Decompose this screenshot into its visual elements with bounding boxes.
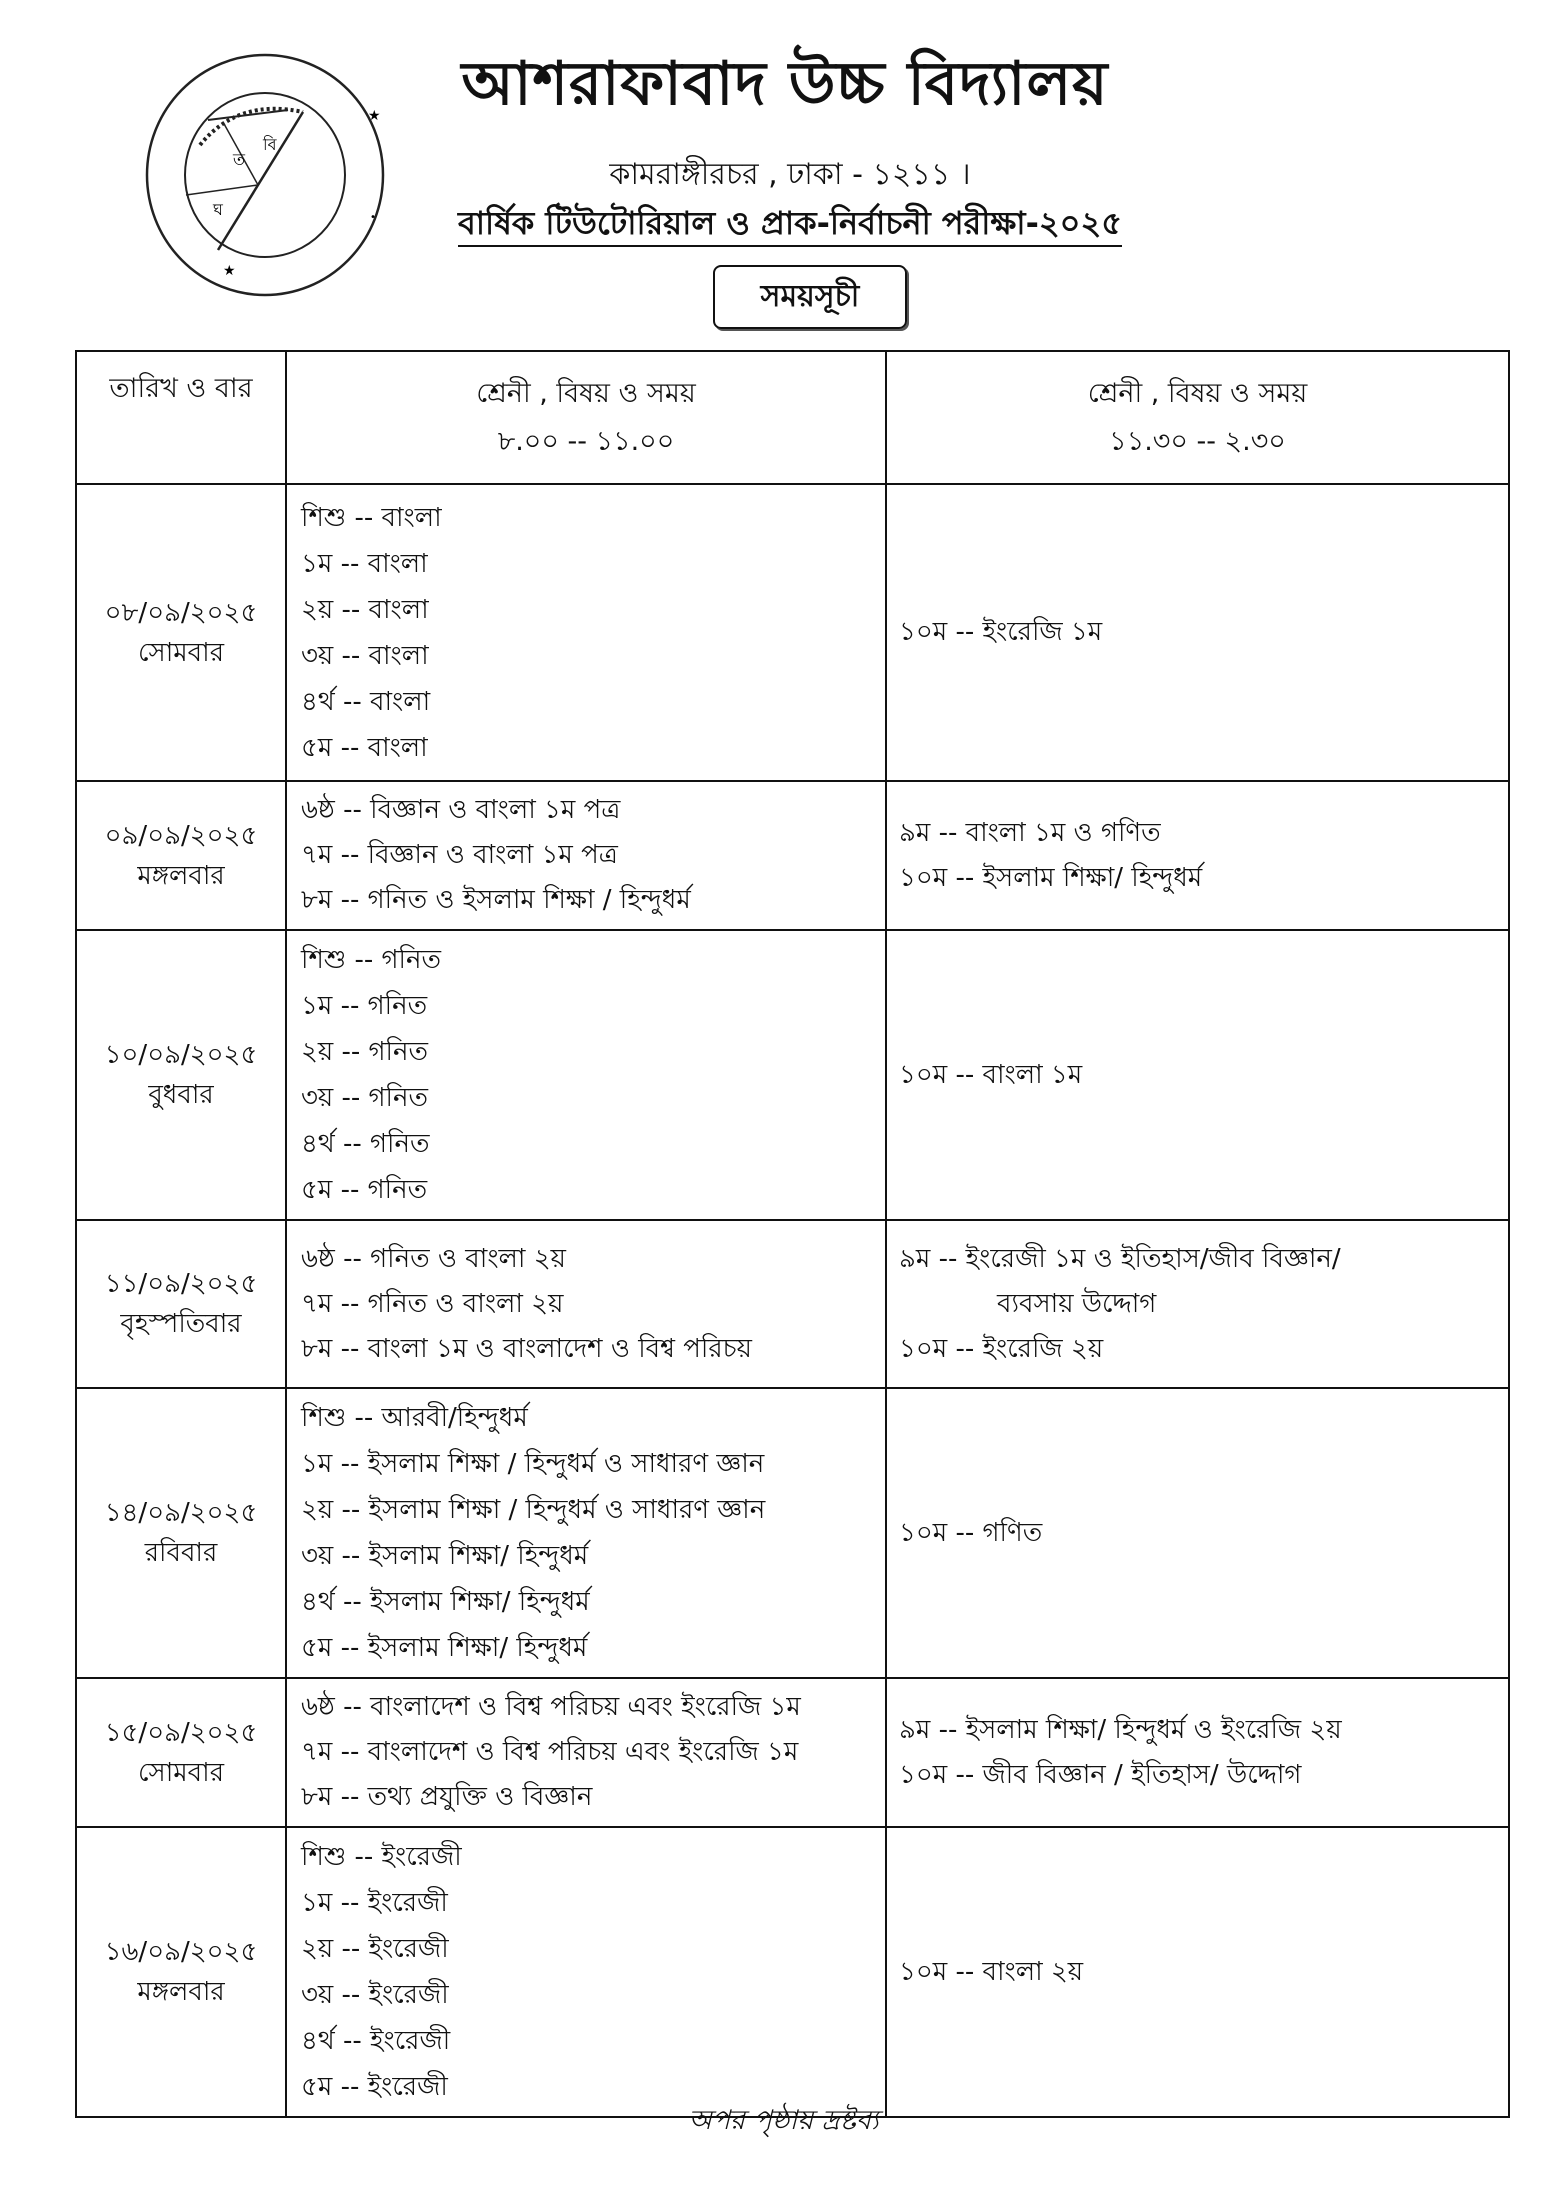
slot1-entry: ৬ষ্ঠ -- গনিত ও বাংলা ২য় [301, 1243, 566, 1274]
slot1-entry: শিশু -- বাংলা [301, 502, 442, 533]
slot2-entry: ১০ম -- বাংলা ২য় [899, 1956, 1084, 1987]
slot2-cell [886, 781, 1509, 930]
slot1-entry: ৬ষ্ঠ -- বিজ্ঞান ও বাংলা ১ম পত্র [301, 795, 621, 825]
slot1-entry: ১ম -- ইংরেজী [301, 1888, 448, 1918]
slot1-cell [286, 930, 886, 1220]
slot1-cell [286, 781, 886, 930]
svg-text:বি: বি [263, 135, 277, 154]
date-cell [76, 1388, 286, 1678]
slot2-entry: ৯ম -- বাংলা ১ম ও গণিত [899, 817, 1161, 848]
slot1-entry: ৬ষ্ঠ -- বাংলাদেশ ও বিশ্ব পরিচয় এবং ইংরেজি ১ম [301, 1692, 801, 1722]
svg-text:★: ★ [223, 263, 236, 279]
slot1-entry: ৫ম -- ইসলাম শিক্ষা/ হিন্দুধর্ম [301, 1633, 588, 1663]
exam-day: সোমবার [137, 637, 224, 668]
table-row [76, 1678, 1509, 1827]
exam-date: ১১/০৯/২০২৫ [104, 1269, 258, 1299]
slot2-cell [886, 930, 1509, 1220]
slot1-entry: ২য় -- বাংলা [301, 594, 429, 625]
exam-date: ০৯/০৯/২০২৫ [104, 820, 258, 851]
school-name: আশরাফাবাদ উচ্চ বিদ্যালয় [461, 49, 1109, 119]
slot2-entry: ৯ম -- ইংরেজী ১ম ও ইতিহাস/জীব বিজ্ঞান/ [899, 1243, 1341, 1274]
date-cell [76, 1678, 286, 1827]
slot2-entry: ১০ম -- ইসলাম শিক্ষা/ হিন্দুধর্ম [899, 862, 1203, 893]
exam-day: রবিবার [144, 1538, 218, 1568]
slot2-entry: ৯ম -- ইসলাম শিক্ষা/ হিন্দুধর্ম ও ইংরেজি ২য় [899, 1714, 1342, 1745]
slot1-entry: ৪র্থ -- ইংরেজী [301, 2026, 451, 2056]
table-row [76, 1220, 1509, 1388]
slot2-entry: ব্যবসায় উদ্দোগ [997, 1288, 1157, 1319]
continued-overleaf-note: অপর পৃষ্ঠায় দ্রষ্টব্য [688, 2105, 879, 2136]
slot1-cell [286, 1678, 886, 1827]
slot1-entry: ১ম -- ইসলাম শিক্ষা / হিন্দুধর্ম ও সাধারণ জ্ঞান [301, 1449, 765, 1479]
school-seal-icon [138, 50, 393, 300]
slot1-entry: ৫ম -- বাংলা [301, 732, 428, 763]
slot2-time: ১১.৩০ -- ২.৩০ [1109, 425, 1286, 457]
svg-text:•: • [370, 212, 376, 223]
table-header-row [76, 351, 1509, 484]
svg-text:★: ★ [368, 108, 381, 124]
svg-text:ঘ: ঘ [213, 200, 223, 219]
column-header-slot1 [286, 351, 886, 484]
exam-title [410, 198, 1170, 252]
slot1-entry: শিশু -- আরবী/হিন্দুধর্ম [301, 1403, 528, 1433]
slot1-cell [286, 484, 886, 781]
slot2-entry: ১০ম -- ইংরেজি ১ম [899, 617, 1103, 647]
exam-day: বুধবার [148, 1080, 214, 1110]
slot1-entry: ৪র্থ -- গনিত [301, 1129, 430, 1159]
slot1-entry: ৭ম -- গনিত ও বাংলা ২য় [301, 1288, 564, 1319]
slot1-entry: শিশু -- গনিত [301, 945, 442, 975]
table-row [76, 1827, 1509, 2117]
date-cell [76, 484, 286, 781]
column-header-slot2 [886, 351, 1509, 484]
exam-day: বৃহস্পতিবার [120, 1309, 242, 1339]
slot1-entry: ৪র্থ -- বাংলা [301, 686, 431, 717]
slot1-entry: শিশু -- ইংরেজী [301, 1842, 462, 1872]
slot2-entry: ১০ম -- জীব বিজ্ঞান / ইতিহাস/ উদ্দোগ [899, 1759, 1302, 1790]
exam-date: ০৮/০৯/২০২৫ [104, 597, 258, 628]
slot1-entry: ৫ম -- গনিত [301, 1175, 428, 1205]
slot1-entry: ৪র্থ -- ইসলাম শিক্ষা/ হিন্দুধর্ম [301, 1587, 590, 1617]
slot1-entry: ২য় -- গনিত [301, 1037, 429, 1067]
exam-date: ১৫/০৯/২০২৫ [104, 1717, 258, 1748]
svg-text:ত: ত [233, 150, 246, 169]
slot1-entry: ২য় -- ইসলাম শিক্ষা / হিন্দুধর্ম ও সাধারণ জ্ঞান [301, 1495, 766, 1525]
table-row [76, 930, 1509, 1220]
schedule-label: সময়সূচী [713, 265, 907, 329]
slot2-entry: ১০ম -- ইংরেজি ২য় [899, 1333, 1104, 1364]
date-cell [76, 1220, 286, 1388]
exam-title-text: বার্ষিক টিউটোরিয়াল ও প্রাক-নির্বাচনী পরীক্ষা-২০২৫ [458, 204, 1122, 247]
slot1-entry: ৩য় -- গনিত [301, 1083, 429, 1113]
slot2-title: শ্রেনী , বিষয় ও সময় [1087, 377, 1308, 409]
exam-day: মঙ্গলবার [137, 860, 225, 891]
slot1-entry: ২য় -- ইংরেজী [301, 1934, 449, 1964]
exam-date: ১০/০৯/২০২৫ [104, 1040, 258, 1070]
table-row [76, 484, 1509, 781]
slot1-cell [286, 1827, 886, 2117]
exam-routine-table [75, 350, 1510, 2118]
column-header-date: তারিখ ও বার [76, 351, 286, 484]
slot2-cell [886, 484, 1509, 781]
slot1-entry: ৭ম -- বিজ্ঞান ও বাংলা ১ম পত্র [301, 840, 618, 870]
date-cell [76, 1827, 286, 2117]
slot1-entry: ৩য় -- ইংরেজী [301, 1980, 449, 2010]
slot2-cell [886, 1220, 1509, 1388]
slot2-entry: ১০ম -- গণিত [899, 1517, 1043, 1548]
slot1-entry: ৮ম -- গনিত ও ইসলাম শিক্ষা / হিন্দুধর্ম [301, 885, 691, 915]
table-row [76, 1388, 1509, 1678]
slot1-cell [286, 1220, 886, 1388]
date-cell [76, 781, 286, 930]
table-row [76, 781, 1509, 930]
exam-date: ১৬/০৯/২০২৫ [104, 1937, 258, 1967]
slot1-entry: ৮ম -- বাংলা ১ম ও বাংলাদেশ ও বিশ্ব পরিচয় [301, 1333, 752, 1364]
slot1-time: ৮.০০ -- ১১.০০ [497, 425, 675, 457]
slot1-entry: ৩য় -- ইসলাম শিক্ষা/ হিন্দুধর্ম [301, 1541, 589, 1571]
school-address: কামরাঙ্গীরচর , ঢাকা - ১২১১ । [609, 157, 971, 192]
slot1-cell [286, 1388, 886, 1678]
slot2-entry: ১০ম -- বাংলা ১ম [899, 1059, 1083, 1090]
slot1-entry: ৫ম -- ইংরেজী [301, 2072, 448, 2102]
exam-day: মঙ্গলবার [137, 1977, 225, 2007]
slot2-cell [886, 1827, 1509, 2117]
slot2-cell [886, 1388, 1509, 1678]
slot1-entry: ৭ম -- বাংলাদেশ ও বিশ্ব পরিচয় এবং ইংরেজি ১ম [301, 1737, 799, 1767]
slot1-entry: ১ম -- বাংলা [301, 548, 428, 579]
slot1-entry: ৮ম -- তথ্য প্রযুক্তি ও বিজ্ঞান [301, 1782, 593, 1812]
exam-date: ১৪/০৯/২০২৫ [104, 1498, 258, 1528]
slot1-entry: ১ম -- গনিত [301, 991, 428, 1021]
date-cell [76, 930, 286, 1220]
slot2-cell [886, 1678, 1509, 1827]
exam-day: সোমবার [137, 1757, 224, 1788]
slot1-title: শ্রেনী , বিষয় ও সময় [476, 377, 696, 409]
slot1-entry: ৩য় -- বাংলা [301, 640, 429, 671]
